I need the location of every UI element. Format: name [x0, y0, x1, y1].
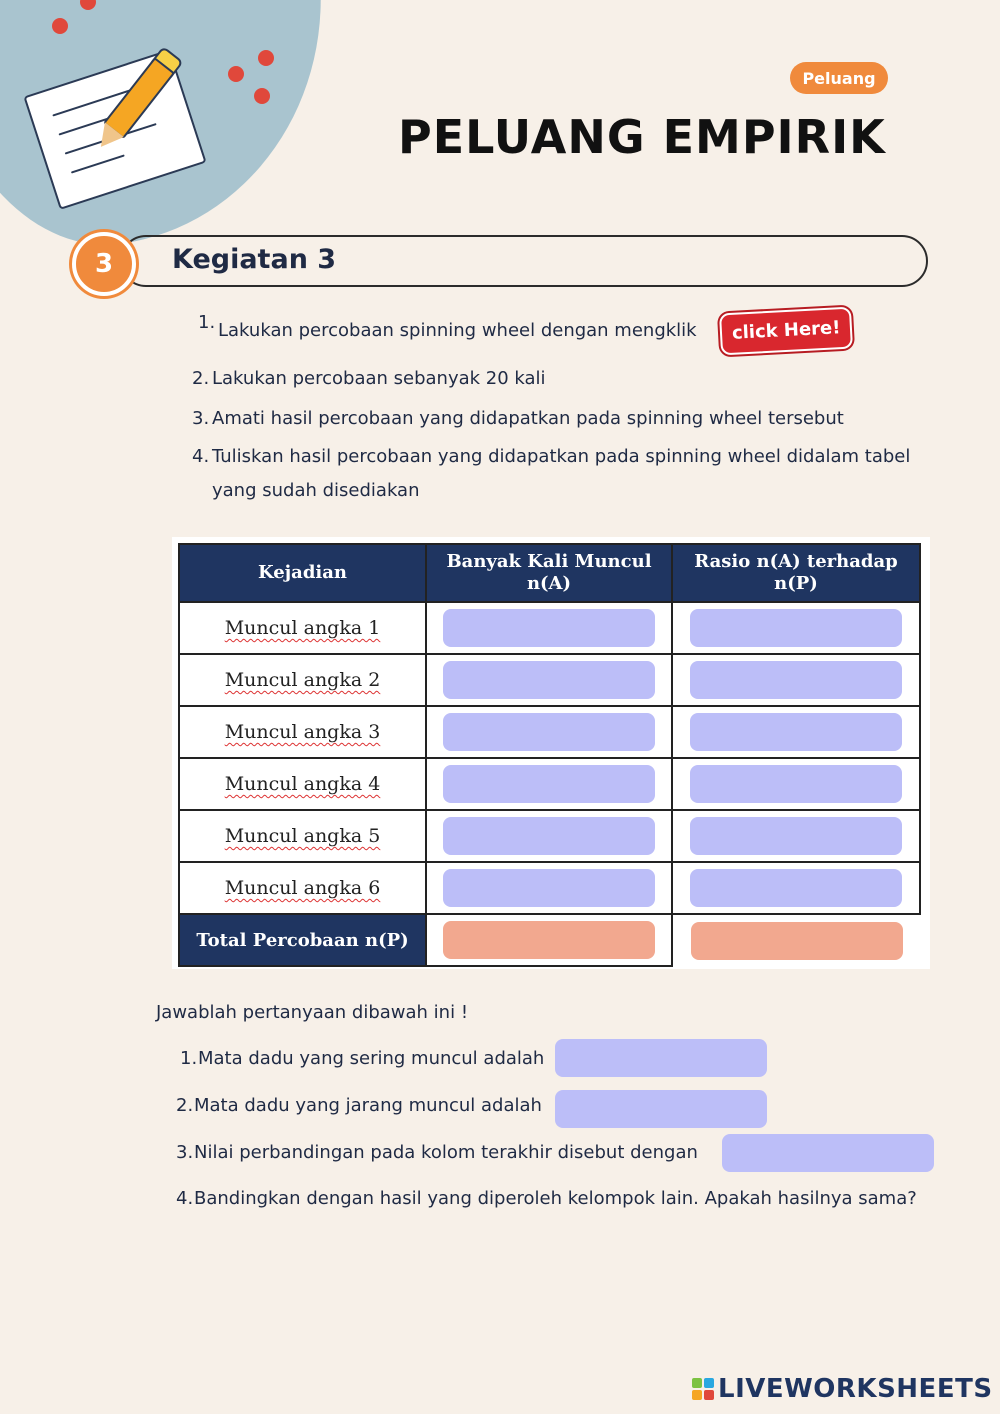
instruction-list: [192, 310, 952, 522]
ratio-input[interactable]: [690, 869, 902, 907]
topic-badge: Peluang: [790, 62, 888, 94]
instruction-text: Lakukan percobaan spinning wheel dengan mengklik: [218, 320, 697, 341]
table-row: [179, 602, 920, 654]
instruction-number: 1.: [198, 312, 216, 333]
footer-brand: [692, 1374, 993, 1404]
liveworksheets-logo-icon: [692, 1378, 714, 1400]
section-title: Kegiatan 3: [172, 244, 337, 275]
question-number: 2.: [176, 1095, 194, 1116]
click-here-button[interactable]: click Here!: [719, 307, 854, 356]
answer-input-3[interactable]: [722, 1134, 934, 1172]
question-text: Mata dadu yang jarang muncul adalah: [194, 1095, 542, 1116]
ratio-input[interactable]: [690, 609, 902, 647]
frequency-input[interactable]: [443, 661, 655, 699]
total-frequency-input[interactable]: [443, 921, 655, 959]
decorative-dot: [258, 50, 274, 66]
column-header-ratio: Rasio n(A) terhadap n(P): [672, 544, 920, 602]
table-header-row: [179, 544, 920, 602]
event-label: Muncul angka 5: [179, 810, 426, 862]
instruction-number: 4.: [192, 446, 210, 467]
instruction-text: Amati hasil percobaan yang didapatkan pada spinning wheel tersebut: [212, 408, 844, 429]
question-text: Nilai perbandingan pada kolom terakhir disebut dengan: [194, 1142, 698, 1163]
instruction-item: [192, 366, 952, 392]
instruction-item: [192, 406, 952, 432]
ratio-input[interactable]: [690, 661, 902, 699]
event-label: Muncul angka 1: [179, 602, 426, 654]
frequency-input[interactable]: [443, 817, 655, 855]
instruction-item: [198, 310, 952, 352]
question-number: 1.: [180, 1048, 198, 1069]
instruction-number: 3.: [192, 408, 210, 429]
table-row: [179, 758, 920, 810]
section-number-badge: 3: [72, 232, 136, 296]
instruction-number: 2.: [192, 368, 210, 389]
question-number: 4.: [176, 1188, 194, 1209]
ratio-input[interactable]: [690, 817, 902, 855]
page-title: PELUANG EMPIRIK: [398, 110, 886, 164]
instruction-text: Tuliskan hasil percobaan yang didapatkan pada spinning wheel didalam tabel yang sudah disediakan: [212, 446, 911, 501]
question-item: [176, 1142, 698, 1163]
ratio-input[interactable]: [690, 713, 902, 751]
answer-input-2[interactable]: [555, 1090, 767, 1128]
frequency-input[interactable]: [443, 713, 655, 751]
question-item: [176, 1188, 917, 1209]
table-total-row: [179, 914, 920, 966]
event-label: Muncul angka 6: [179, 862, 426, 914]
decorative-dot: [228, 66, 244, 82]
table-row: [179, 654, 920, 706]
event-label: Muncul angka 2: [179, 654, 426, 706]
table-row: [179, 706, 920, 758]
table-row: [179, 862, 920, 914]
event-label: Muncul angka 3: [179, 706, 426, 758]
questions-intro: Jawablah pertanyaan dibawah ini !: [156, 1002, 469, 1023]
column-header-frequency: Banyak Kali Muncul n(A): [426, 544, 672, 602]
frequency-input[interactable]: [443, 609, 655, 647]
instruction-item: [192, 440, 952, 508]
event-label: Muncul angka 4: [179, 758, 426, 810]
answer-input-1[interactable]: [555, 1039, 767, 1077]
frequency-input[interactable]: [443, 869, 655, 907]
decorative-dot: [52, 18, 68, 34]
footer-brand-text: LIVEWORKSHEETS: [718, 1374, 993, 1404]
total-label: Total Percobaan n(P): [179, 914, 426, 966]
question-number: 3.: [176, 1142, 194, 1163]
total-ratio-input[interactable]: [691, 922, 903, 960]
ratio-input[interactable]: [690, 765, 902, 803]
question-text: Bandingkan dengan hasil yang diperoleh kelompok lain. Apakah hasilnya sama?: [194, 1188, 917, 1209]
question-text: Mata dadu yang sering muncul adalah: [198, 1048, 545, 1069]
frequency-input[interactable]: [443, 765, 655, 803]
table-row: [179, 810, 920, 862]
question-item: [180, 1048, 544, 1069]
column-header-event: Kejadian: [179, 544, 426, 602]
instruction-text: Lakukan percobaan sebanyak 20 kali: [212, 368, 546, 389]
question-item: [176, 1095, 542, 1116]
decorative-dot: [254, 88, 270, 104]
result-table: [178, 543, 921, 967]
result-table-container: [172, 537, 930, 969]
